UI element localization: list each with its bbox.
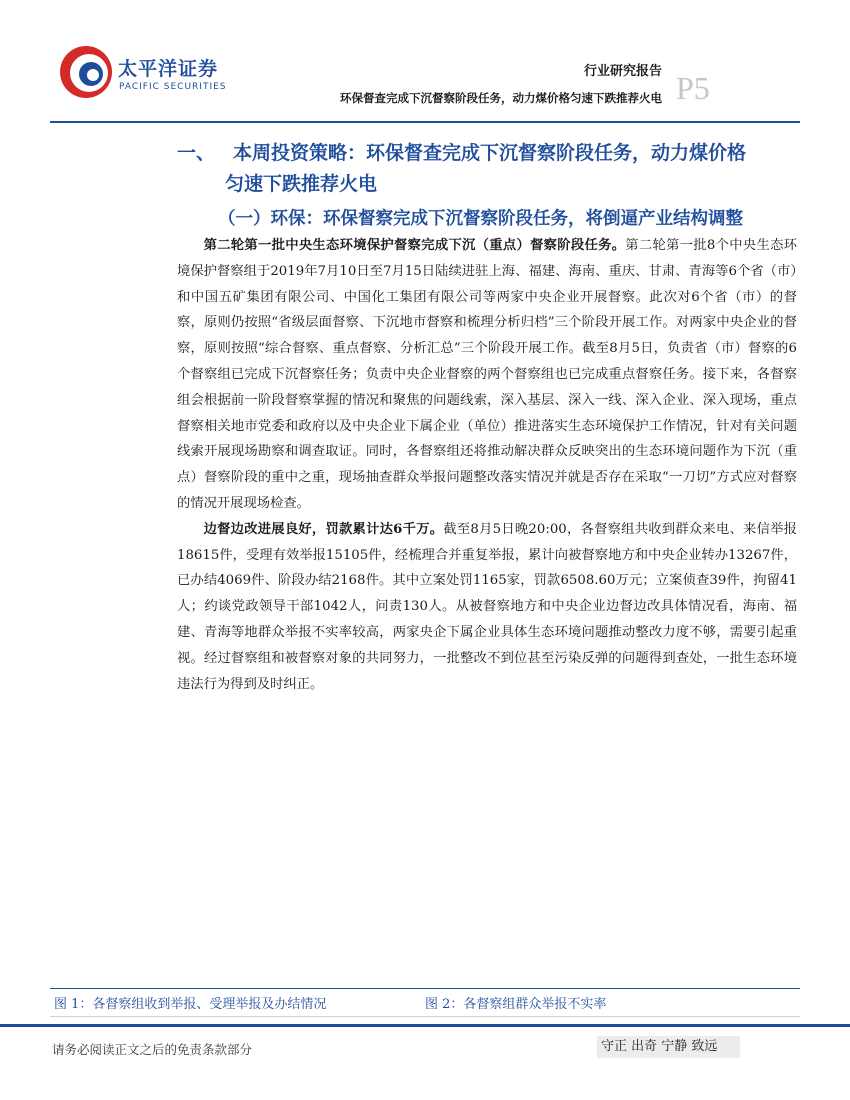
- paragraph-text: 第二轮第一批8个中央生态环境保护督察组于2019年7月10日至7月15日陆续进驻上海、福建、海南、重庆、甘肃、青海等6个省（市）和中国五矿集团有限公司、中国化工集团有限公司等两家中央企业开展督察。此次对6个省（市）的督察，原则仍按照“省级层面督察、下沉地市督察和梳理分析归档”三个阶段开展工作。对两家中央企业的督察，原则按照“综合督察、重点督察、分析汇总”三个阶段开展工作。截至8月5日，负责省（市）督察的6个督察组已完成下沉督察任务；负责中央企业督察的两个督察组也已完成重点督察任务。接下来，各督察组会根据前一阶段督察掌握的情况和聚焦的问题线索，深入基层、深入一线、深入企业、深入现场，重点督察相关地市党委和政府以及中央企业下属企业（单位）推进落实生态环境保护工作情况，针对有关问题线索开展现场勘察和调查取证。同时，各督察组还将推动解决群众反映突出的生态环境问题作为下沉（重点）督察阶段的重中之重，现场抽查群众举报问题整改落实情况并就是否存在采取“一刀切”方式应对督察的情况开展现场检查。: [177, 238, 797, 511]
- page-number: P5: [676, 70, 710, 106]
- paragraph: [177, 233, 797, 517]
- section-number: 一、: [177, 142, 216, 164]
- section-title-line1: 本周投资策略：环保督查完成下沉督察阶段任务，动力煤价格: [233, 142, 747, 164]
- footer-motto: 守正 出奇 宁静 致远: [597, 1036, 740, 1058]
- logo-text-en: PACIFIC SECURITIES: [119, 82, 227, 92]
- figure-1-caption: 图 1：各督察组收到举报、受理举报及办结情况: [54, 997, 327, 1012]
- company-logo: [58, 44, 243, 104]
- report-type: 行业研究报告: [583, 64, 662, 79]
- header-subtitle: 环保督查完成下沉督察阶段任务，动力煤价格匀速下跌推荐火电: [340, 91, 662, 105]
- subsection-heading: （一）环保：环保督察完成下沉督察阶段任务，将倒逼产业结构调整: [218, 209, 743, 229]
- section-heading: [177, 138, 797, 200]
- figure-2-caption: 图 2：各督察组群众举报不实率: [425, 997, 607, 1012]
- figure-caption-divider: [50, 1016, 800, 1017]
- body-text: [177, 233, 797, 697]
- figure-divider: [50, 988, 800, 989]
- section-title-line2: 匀速下跌推荐火电: [225, 173, 378, 195]
- paragraph-lead: 第二轮第一批中央生态环境保护督察完成下沉（重点）督察阶段任务。: [203, 238, 626, 253]
- logo-text-cn: 太平洋证券: [118, 58, 219, 80]
- footer-divider: [0, 1024, 850, 1027]
- pacific-securities-logo-icon: [58, 44, 114, 100]
- footer-disclaimer: 请务必阅读正文之后的免责条款部分: [52, 1042, 253, 1057]
- header-divider: [50, 121, 800, 123]
- paragraph-text: 截至8月5日晚20:00，各督察组共收到群众来电、来信举报18615件，受理有效举报15105件，经梳理合并重复举报，累计向被督察地方和中央企业转办13267件，已办结4069件、阶段办结2168件。其中立案处罚1165家，罚款6508.60万元；立案侦查39件，拘留41人；约谈党政领导干部1042人，问责130人。从被督察地方和中央企业边督边改具体情况看，海南、福建、青海等地群众举报不实率较高，两家央企下属企业具体生态环境问题推动整改力度不够，需要引起重视。经过督察组和被督察对象的共同努力，一批整改不到位甚至污染反弹的问题得到查处，一批生态环境违法行为得到及时纠正。: [177, 521, 797, 692]
- paragraph-lead: 边督边改进展良好，罚款累计达6千万。: [203, 521, 444, 537]
- paragraph: [177, 517, 797, 698]
